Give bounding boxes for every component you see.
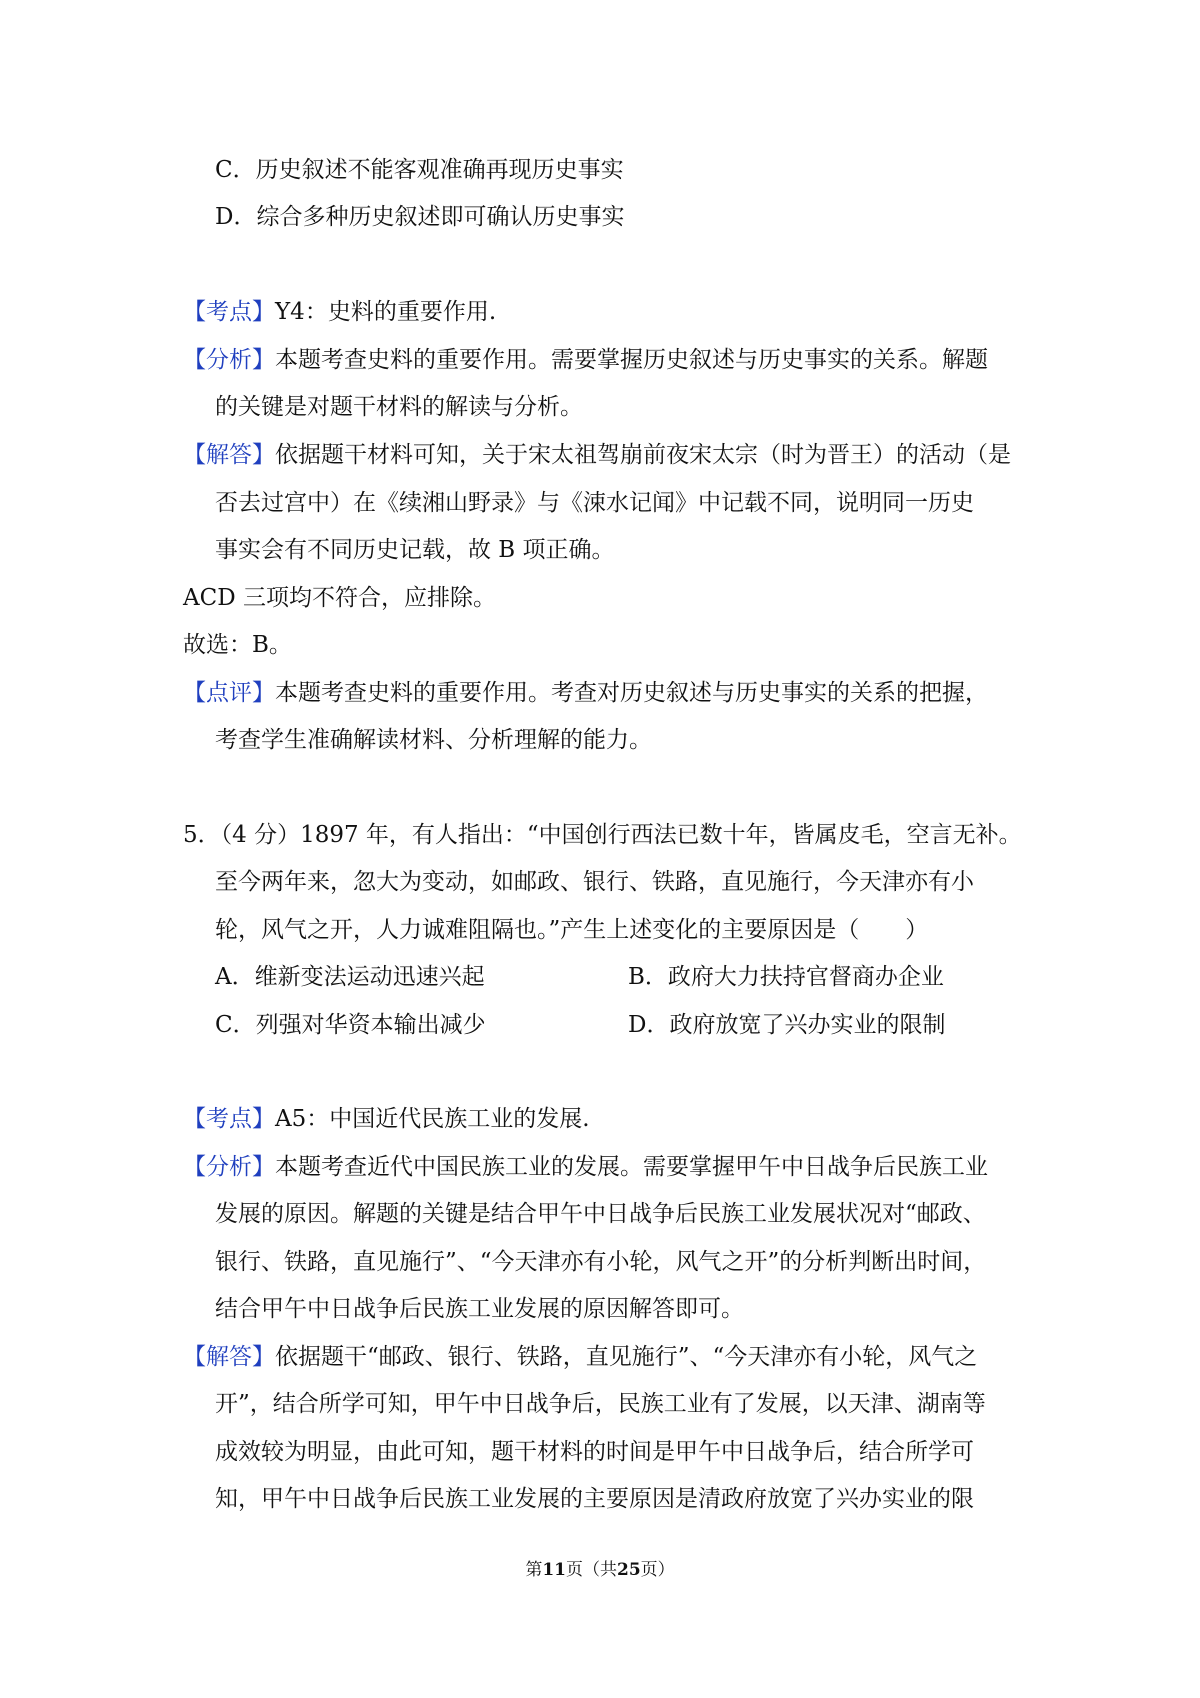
kaodian-tag: 【考点】 xyxy=(183,299,275,325)
jieda-line: 知，甲午中日战争后民族工业发展的主要原因是清政府放宽了兴办实业的限 xyxy=(215,1486,974,1512)
answer-choice: 故选：B。 xyxy=(183,632,292,658)
jieda-line: 否去过宫中）在《续湘山野录》与《涑水记闻》中记载不同，说明同一历史 xyxy=(215,490,974,516)
jieda-line: 依据题干材料可知，关于宋太祖驾崩前夜宋太宗（时为晋王）的活动（是 xyxy=(275,442,1011,468)
kaodian-text: A5：中国近代民族工业的发展. xyxy=(275,1106,590,1132)
question-stem: 5．（4 分）1897 年，有人指出：“中国创行西法已数十年，皆属皮毛，空言无补。 xyxy=(183,822,1022,848)
fenxi-line: 的关键是对题干材料的解读与分析。 xyxy=(215,394,583,420)
jieda-line: 开”，结合所学可知，甲午中日战争后，民族工业有了发展，以天津、湖南等 xyxy=(215,1391,986,1417)
dianping-tag: 【点评】 xyxy=(183,680,275,706)
fenxi-row xyxy=(183,1152,988,1182)
option-c: C．历史叙述不能客观准确再现历史事实 xyxy=(215,157,624,183)
kaodian-row xyxy=(183,1104,590,1134)
dianping-line: 本题考查史料的重要作用。考查对历史叙述与历史事实的关系的把握， xyxy=(275,680,988,706)
footer-suffix: 页） xyxy=(640,1560,675,1580)
jieda-row xyxy=(183,440,1011,470)
jieda-row xyxy=(183,1342,977,1372)
dianping-row xyxy=(183,678,988,708)
option-b: B．政府大力扶持官督商办企业 xyxy=(628,964,944,990)
fenxi-tag: 【分析】 xyxy=(183,347,275,373)
jieda-tag: 【解答】 xyxy=(183,1344,275,1370)
fenxi-line: 本题考查近代中国民族工业的发展。需要掌握甲午中日战争后民族工业 xyxy=(275,1154,988,1180)
footer-prefix: 第 xyxy=(525,1560,543,1580)
fenxi-line: 银行、铁路，直见施行”、“今天津亦有小轮，风气之开”的分析判断出时间， xyxy=(215,1249,987,1275)
fenxi-line: 结合甲午中日战争后民族工业发展的原因解答即可。 xyxy=(215,1296,744,1322)
page-footer xyxy=(0,1555,1200,1580)
footer-page-number: 11 xyxy=(542,1560,566,1580)
option-d: D．政府放宽了兴办实业的限制 xyxy=(628,1012,946,1038)
option-d: D．综合多种历史叙述即可确认历史事实 xyxy=(215,204,625,230)
jieda-line: 成效较为明显，由此可知，题干材料的时间是甲午中日战争后，结合所学可 xyxy=(215,1439,974,1465)
footer-middle: 页（共 xyxy=(566,1560,617,1580)
acd-line: ACD 三项均不符合，应排除。 xyxy=(183,585,496,611)
fenxi-line: 本题考查史料的重要作用。需要掌握历史叙述与历史事实的关系。解题 xyxy=(275,347,988,373)
footer-total-pages: 25 xyxy=(617,1560,641,1580)
dianping-line: 考查学生准确解读材料、分析理解的能力。 xyxy=(215,727,652,753)
question-stem: 至今两年来，忽大为变动，如邮政、银行、铁路，直见施行，今天津亦有小 xyxy=(215,869,974,895)
option-a: A．维新变法运动迅速兴起 xyxy=(215,964,485,990)
option-c: C．列强对华资本输出减少 xyxy=(215,1012,486,1038)
question-stem: 轮，风气之开，人力诚难阻隔也。”产生上述变化的主要原因是（ ） xyxy=(215,917,929,943)
jieda-line: 依据题干“邮政、银行、铁路，直见施行”、“今天津亦有小轮，风气之 xyxy=(275,1344,978,1370)
kaodian-tag: 【考点】 xyxy=(183,1106,275,1132)
fenxi-tag: 【分析】 xyxy=(183,1154,275,1180)
fenxi-line: 发展的原因。解题的关键是结合甲午中日战争后民族工业发展状况对“邮政、 xyxy=(215,1201,986,1227)
jieda-line: 事实会有不同历史记载，故 B 项正确。 xyxy=(215,537,615,563)
fenxi-row xyxy=(183,345,988,375)
kaodian-text: Y4：史料的重要作用. xyxy=(275,299,497,325)
jieda-tag: 【解答】 xyxy=(183,442,275,468)
kaodian-row xyxy=(183,297,496,327)
